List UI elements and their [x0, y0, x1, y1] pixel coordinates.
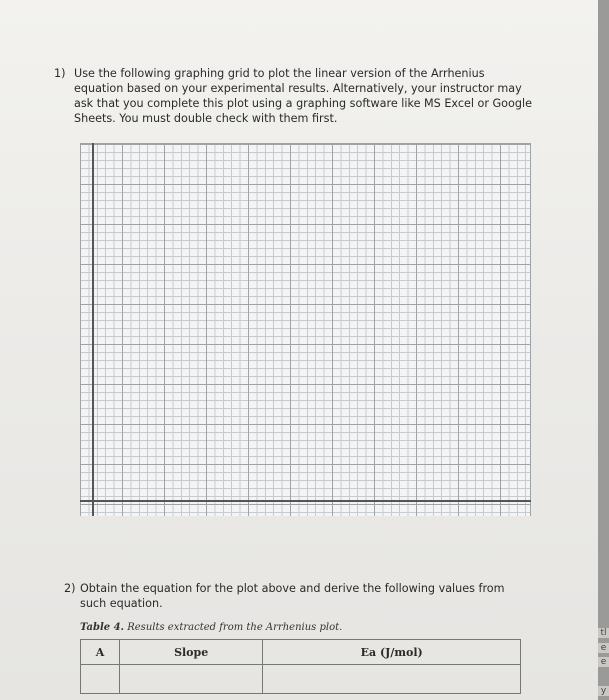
cell-ea[interactable] — [263, 665, 521, 694]
x-axis-line — [80, 500, 531, 502]
graphing-grid — [80, 143, 531, 516]
table-4-caption — [80, 622, 342, 633]
edge-fragment-1: tl — [598, 628, 609, 638]
cell-a[interactable] — [81, 665, 120, 694]
question-2-text: Obtain the equation for the plot above and derive the following values from such equation. — [80, 582, 505, 610]
question-1-text: Use the following graphing grid to plot the linear version of the Arrhenius equation based on your experimental results. Alternatively, your instructor may ask that you complete this plot using a graphing software like MS Excel or Google Sheets. You must double check with them first. — [74, 67, 532, 125]
edge-fragment-3: e — [598, 657, 609, 667]
table-4-caption-label: Table 4. — [80, 622, 125, 633]
header-a: A — [81, 640, 120, 665]
question-1-number: 1) — [54, 67, 66, 80]
y-axis-line — [92, 143, 94, 516]
question-2 — [64, 581, 534, 611]
header-slope: Slope — [119, 640, 262, 665]
cell-slope[interactable] — [119, 665, 262, 694]
table-4-caption-text: Results extracted from the Arrhenius plot. — [127, 622, 343, 633]
header-ea: Ea (J/mol) — [263, 640, 521, 665]
table-header-row — [81, 640, 521, 665]
question-1 — [54, 66, 534, 126]
edge-fragment-2: e — [598, 643, 609, 653]
table-row — [81, 665, 521, 694]
results-table — [80, 639, 521, 694]
edge-fragment-4: y — [598, 686, 609, 696]
question-2-number: 2) — [64, 582, 76, 595]
